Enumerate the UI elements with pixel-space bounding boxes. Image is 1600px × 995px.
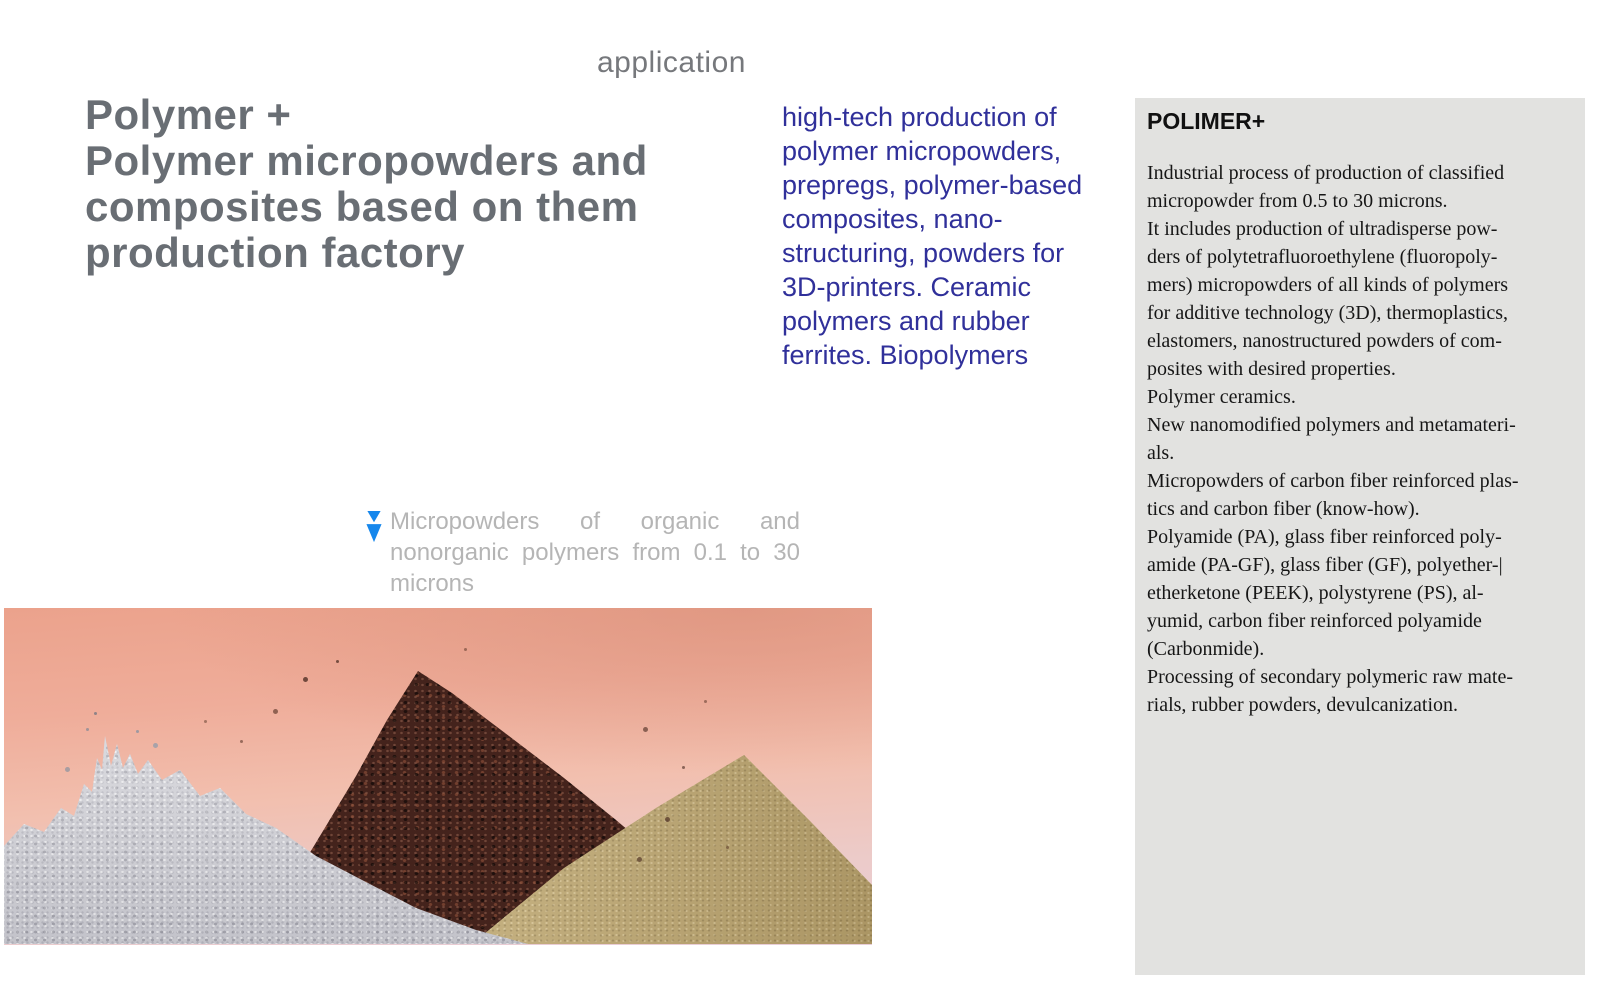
powder-photo: [4, 608, 872, 945]
panel-body-line: ders of polytetrafluoroethylene (fluoropoly-: [1147, 246, 1498, 268]
panel-body-line: tics and carbon fiber (know-how).: [1147, 498, 1420, 520]
panel-body-line: amide (PA-GF), glass fiber (GF), polyether-|: [1147, 554, 1503, 576]
panel-body: [1147, 159, 1573, 719]
caption-line: Micropowders of organic and: [390, 508, 800, 535]
title-line: Polymer +: [85, 91, 292, 138]
intro-line: polymers and rubber: [782, 306, 1030, 336]
panel-body-line: It includes production of ultradisperse pow-: [1147, 218, 1498, 240]
panel-body-line: New nanomodified polymers and metamateri-: [1147, 414, 1516, 436]
caption-line: microns: [390, 570, 475, 597]
panel-title: POLIMER+: [1147, 108, 1266, 134]
panel-body-line: Industrial process of production of classified: [1147, 162, 1505, 184]
panel-body-line: rials, rubber powders, devulcanization.: [1147, 694, 1459, 716]
intro-line: polymer micropowders,: [782, 136, 1062, 166]
title-line: Polymer micropowders and: [85, 137, 648, 184]
panel-body-line: Polymer ceramics.: [1147, 386, 1296, 408]
title-line: production factory: [85, 229, 466, 276]
intro-line: 3D-printers. Ceramic: [782, 272, 1032, 302]
application-label: application: [597, 46, 746, 79]
panel-body-line: posites with desired properties.: [1147, 358, 1396, 380]
polimer-info-panel: [1135, 98, 1585, 975]
double-down-arrow-icon: [364, 510, 384, 544]
panel-body-line: elastomers, nanostructured powders of com-: [1147, 330, 1502, 352]
panel-body-line: etherketone (PEEK), polystyrene (PS), al-: [1147, 582, 1484, 604]
intro-text: [782, 100, 1082, 372]
panel-body-line: yumid, carbon fiber reinforced polyamide: [1147, 610, 1482, 632]
powder-specks: [4, 608, 7, 611]
photo-caption: [364, 506, 800, 599]
caption-text: [390, 506, 800, 599]
panel-body-line: mers) micropowders of all kinds of polymers: [1147, 274, 1509, 296]
panel-body-line: als.: [1147, 442, 1175, 464]
intro-line: high-tech production of: [782, 102, 1057, 132]
page-title: [85, 92, 648, 276]
panel-body-line: (Carbonmide).: [1147, 638, 1265, 660]
intro-line: structuring, powders for: [782, 238, 1065, 268]
panel-body-line: Polyamide (PA), glass fiber reinforced poly-: [1147, 526, 1502, 548]
panel-body-line: micropowder from 0.5 to 30 microns.: [1147, 190, 1448, 212]
panel-body-line: Micropowders of carbon fiber reinforced plas-: [1147, 470, 1519, 492]
caption-line: nonorganic polymers from 0.1 to 30: [390, 539, 800, 566]
intro-line: prepregs, polymer-based: [782, 170, 1083, 200]
intro-line: composites, nano-: [782, 204, 1003, 234]
panel-body-line: Processing of secondary polymeric raw mate-: [1147, 666, 1513, 688]
panel-body-line: for additive technology (3D), thermoplastics,: [1147, 302, 1509, 324]
intro-line: ferrites. Biopolymers: [782, 340, 1029, 370]
title-line: composites based on them: [85, 183, 639, 230]
